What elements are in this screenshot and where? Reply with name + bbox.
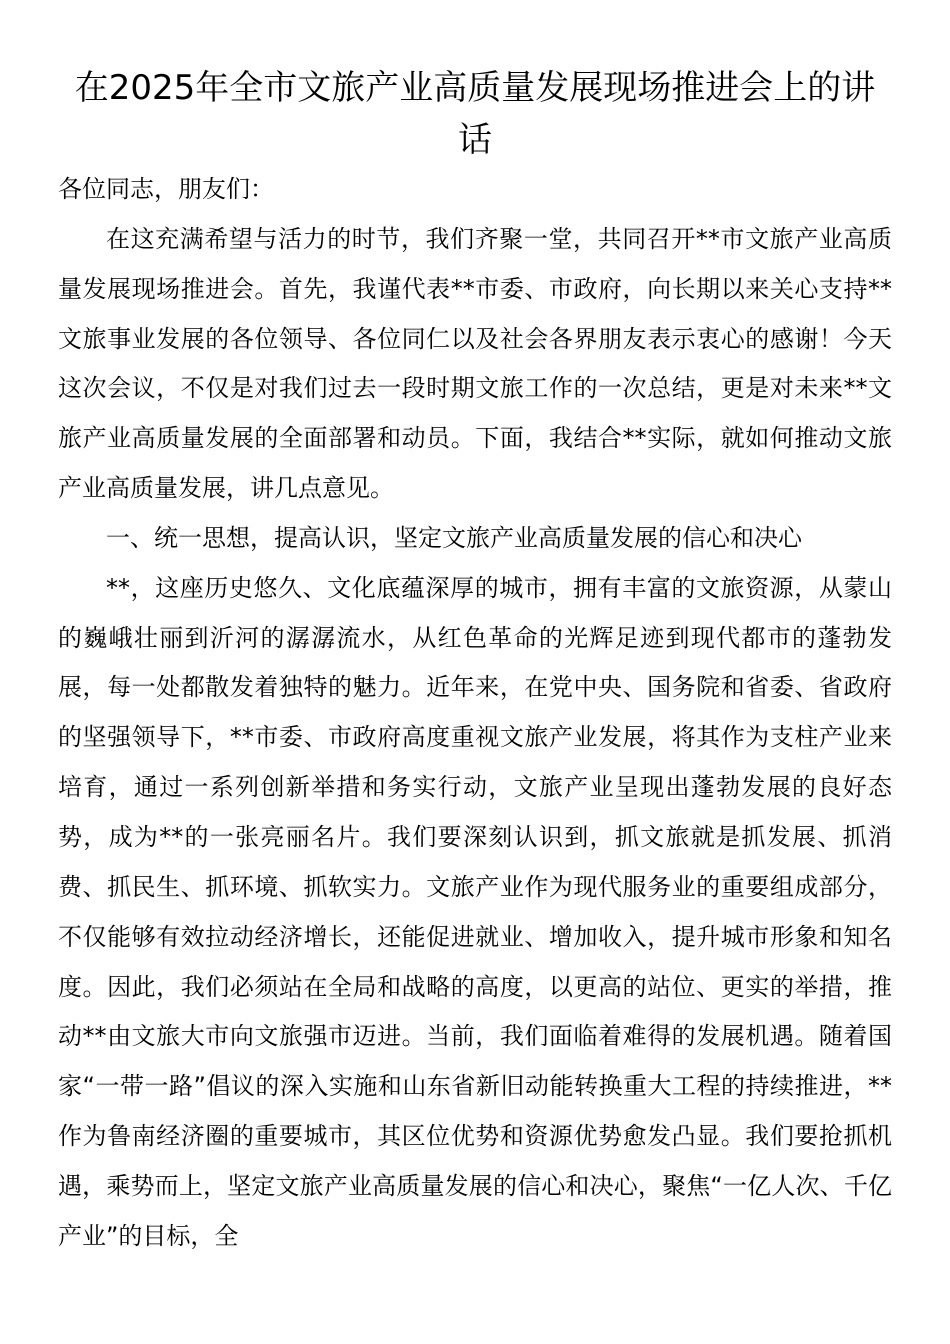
intro-paragraph: 在这充满希望与活力的时节，我们齐聚一堂，共同召开**市文旅产业高质量发展现场推进会。首先，我谨代表**市委、市政府，向长期以来关心支持**文旅事业发展的各位领导、各位同仁以及社会各界朋友表示衷心的感谢！今天这次会议，不仅是对我们过去一段时期文旅工作的一次总结，更是对未来**文旅产业高质量发展的全面部署和动员。下面，我结合**实际，就如何推动文旅产业高质量发展，讲几点意见。 — [58, 224, 892, 503]
salutation: 各位同志，朋友们： — [58, 175, 274, 203]
section-paragraph: **，这座历史悠久、文化底蕴深厚的城市，拥有丰富的文旅资源，从蒙山的巍峨壮丽到沂河的潺潺流水，从红色革命的光辉足迹到现代都市的蓬勃发展，每一处都散发着独特的魅力。近年来，在党中央、国务院和省委、省政府的坚强领导下，**市委、市政府高度重视文旅产业发展，将其作为支柱产业来培育，通过一系列创新举措和务实行动，文旅产业呈现出蓬勃发展的良好态势，成为**的一张亮丽名片。我们要深刻认识到，抓文旅就是抓发展、抓消费、抓民生、抓环境、抓软实力。文旅产业作为现代服务业的重要组成部分，不仅能够有效拉动经济增长，还能促进就业、增加收入，提升城市形象和知名度。因此，我们必须站在全局和战略的高度，以更高的站位、更实的举措，推动**由文旅大市向文旅强市迈进。当前，我们面临着难得的发展机遇。随着国家“一带一路”倡议的深入实施和山东省新旧动能转换重大工程的持续推进，**作为鲁南经济圈的重要城市，其区位优势和资源优势愈发凸显。我们要抢抓机遇，乘势而上，坚定文旅产业高质量发展的信心和决心，聚焦“一亿人次、千亿产业”的目标，全 — [58, 573, 892, 1250]
document-title: 在2025年全市文旅产业高质量发展现场推进会上的讲话 — [74, 68, 876, 160]
section-heading: 一、统一思想，提高认识，坚定文旅产业高质量发展的信心和决心 — [106, 523, 802, 552]
document-body — [58, 165, 892, 1262]
